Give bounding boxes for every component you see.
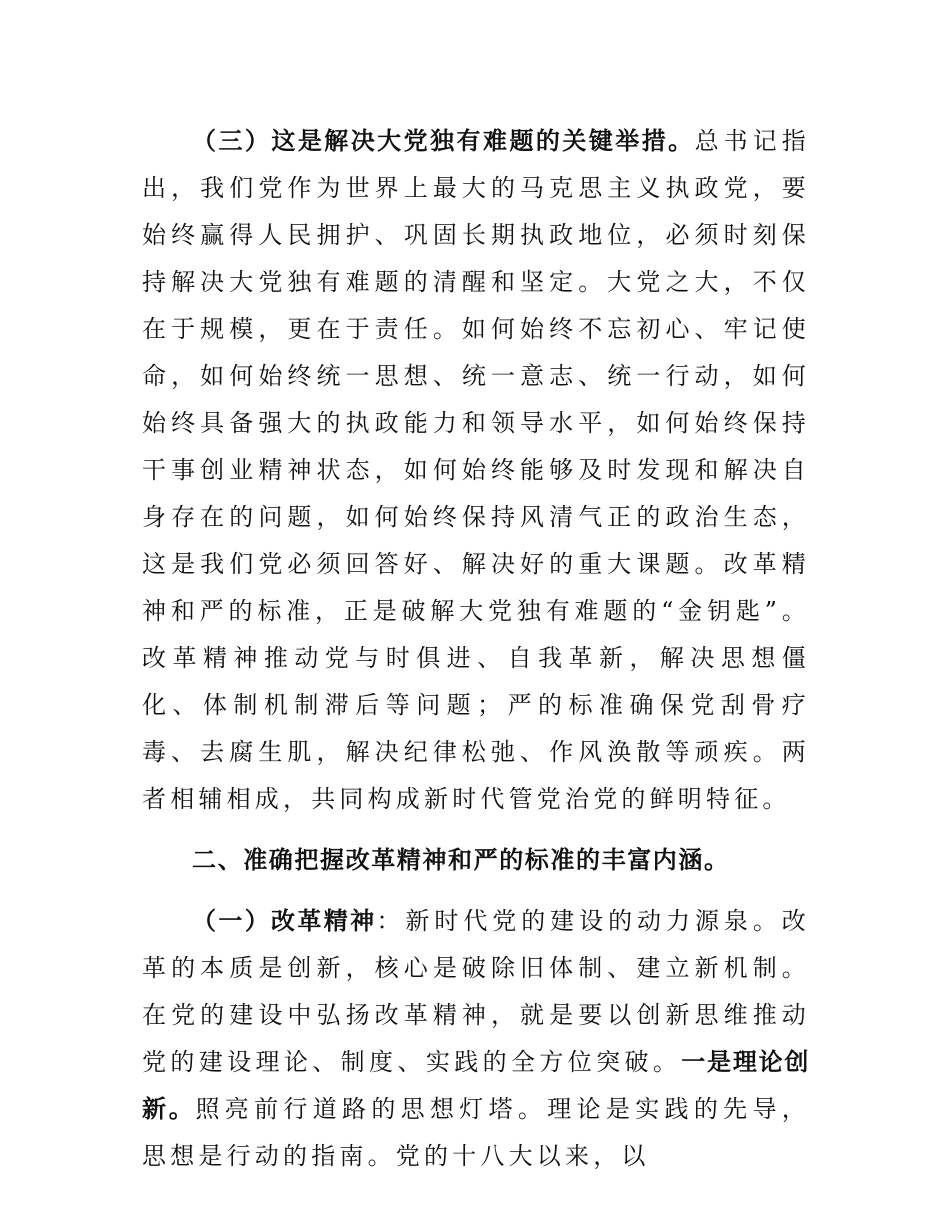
- section-3-title: （三）这是解决大党独有难题的关键举措。: [192, 127, 695, 155]
- paragraph-section-1: [142, 898, 810, 1180]
- document-page: [142, 118, 810, 1180]
- section-1-body-a: ：新时代党的建设的动力源泉。改革的本质是创新，核心是破除旧体制、建立新机制。在党的建设中弘扬改革精神，就是要以创新思维推动党的建设理论、制度、实践的全方位突破。: [142, 907, 810, 1076]
- point-1-title: 一是理论创新。: [142, 1048, 810, 1123]
- heading-part-2: 二、准确把握改革精神和严的标准的丰富内涵。: [192, 846, 730, 874]
- section-1-body-b: 照亮前行道路的思想灯塔。理论是实践的先导，思想是行动的指南。党的十八大以来，以: [142, 1095, 810, 1170]
- section-3-body: 总书记指出，我们党作为世界上最大的马克思主义执政党，要始终赢得人民拥护、巩固长期执政地位，必须时刻保持解决大党独有难题的清醒和坚定。大党之大，不仅在于规模，更在于责任。如何始终不忘初心、牢记使命，如何始终统一思想、统一意志、统一行动，如何始终具备强大的执政能力和领导水平，如何始终保持干事创业精神状态，如何始终能够及时发现和解决自身存在的问题，如何始终保持风清气正的政治生态，这是我们党必须回答好、解决好的重大课题。改革精神和严的标准，正是破解大党独有难题的“金钥匙”。改革精神推动党与时俱进、自我革新，解决思想僵化、体制机制滞后等问题；严的标准确保党刮骨疗毒、去腐生肌，解决纪律松弛、作风涣散等顽疾。两者相辅相成，共同构成新时代管党治党的鲜明特征。: [142, 127, 810, 813]
- section-1-title: （一）改革精神: [192, 907, 377, 935]
- paragraph-section-3: [142, 118, 810, 823]
